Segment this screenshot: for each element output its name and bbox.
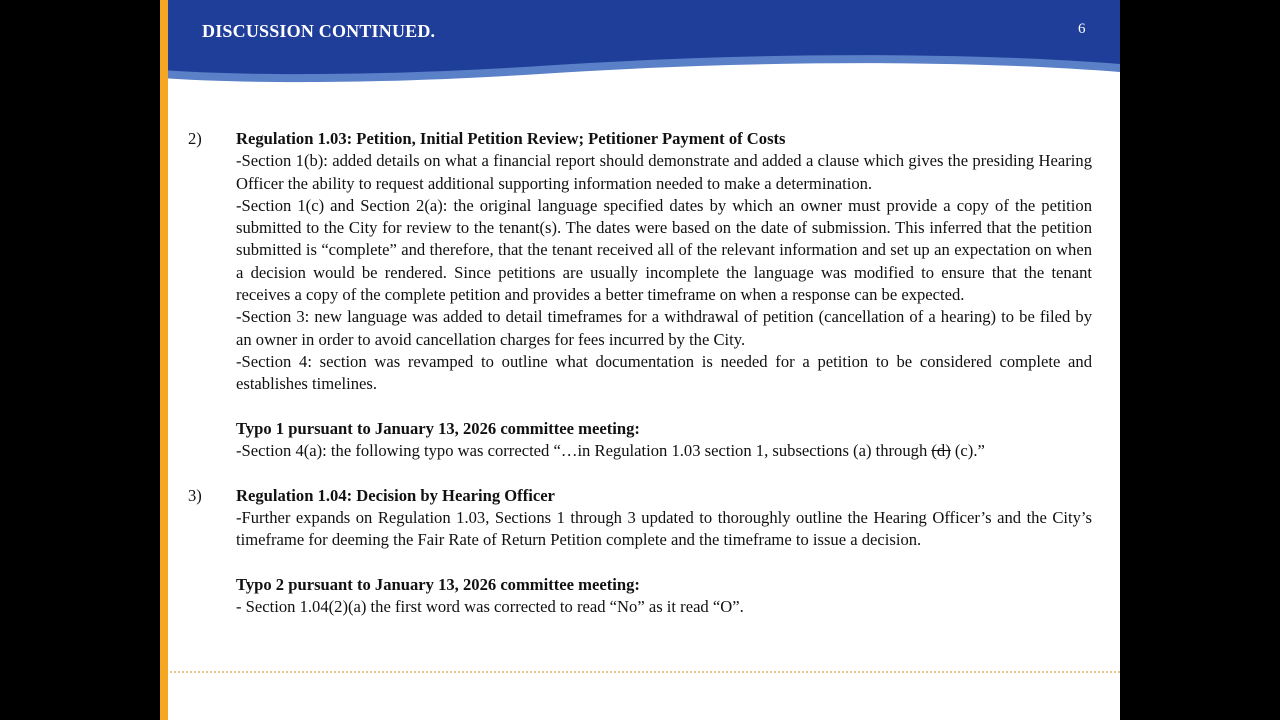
struck-text: (d) [931, 441, 951, 461]
slide [160, 0, 1120, 720]
list-item-regulation-1-04 [188, 485, 1094, 619]
item-number: 3) [188, 485, 202, 505]
slide-title: DISCUSSION CONTINUED. [202, 21, 436, 41]
typo-text-after: (c).” [950, 441, 985, 461]
footer-divider [170, 671, 1120, 673]
item-heading: Regulation 1.03: Petition, Initial Petition Review; Petitioner Payment of Costs [236, 129, 786, 148]
typo-text: - Section 1.04(2)(a) the first word was corrected to read “No” as it read “O”. [236, 597, 744, 617]
typo-heading: Typo 2 pursuant to January 13, 2026 committee meeting: [236, 574, 640, 594]
slide-content [188, 128, 1094, 619]
item-body [236, 485, 1092, 619]
item-number: 2) [188, 129, 202, 148]
list-item-regulation-1-03 [188, 128, 1094, 462]
item-paragraph: -Section 1(c) and Section 2(a): the original language specified dates by which an owner must provide a copy of the petition submitted to the City for review to the tenant(s). The dates were based on the date of submission. This inferred that the petition submitted is “complete” and therefore, that the tenant received all of the relevant information and set up an expectation on when a decision would be rendered. Since petitions are usually incomplete the language was modified to ensure that the tenant receives a copy of the complete petition and provides a better timeframe on when a response can be expected. [236, 195, 1092, 305]
item-paragraph: -Section 1(b): added details on what a financial report should demonstrate and added a clause which gives the presiding Hearing Officer the ability to request additional supporting information needed to make a determination. [236, 151, 1092, 193]
accent-bar [160, 0, 168, 720]
typo-text [236, 440, 1092, 462]
slide-number: 6 [1078, 21, 1086, 37]
item-paragraph: -Further expands on Regulation 1.03, Sections 1 through 3 updated to thoroughly outline the Hearing Officer’s and the City’s timeframe for deeming the Fair Rate of Return Petition complete and the timeframe to issue a decision. [236, 508, 1092, 550]
item-heading: Regulation 1.04: Decision by Hearing Officer [236, 485, 555, 505]
typo-text-before: -Section 4(a): the following typo was corrected “…in Regulation 1.03 section 1, subsections (a) through [236, 441, 932, 461]
item-body [236, 128, 1092, 462]
item-paragraph: -Section 3: new language was added to detail timeframes for a withdrawal of petition (cancellation of a hearing) to be filed by an owner in order to avoid cancellation charges for fees incurred by the City. [236, 307, 1092, 349]
typo-heading: Typo 1 pursuant to January 13, 2026 committee meeting: [236, 418, 640, 438]
header-banner [160, 0, 1120, 90]
item-paragraph: -Section 4: section was revamped to outline what documentation is needed for a petition to be considered complete and establishes timelines. [236, 351, 1092, 394]
